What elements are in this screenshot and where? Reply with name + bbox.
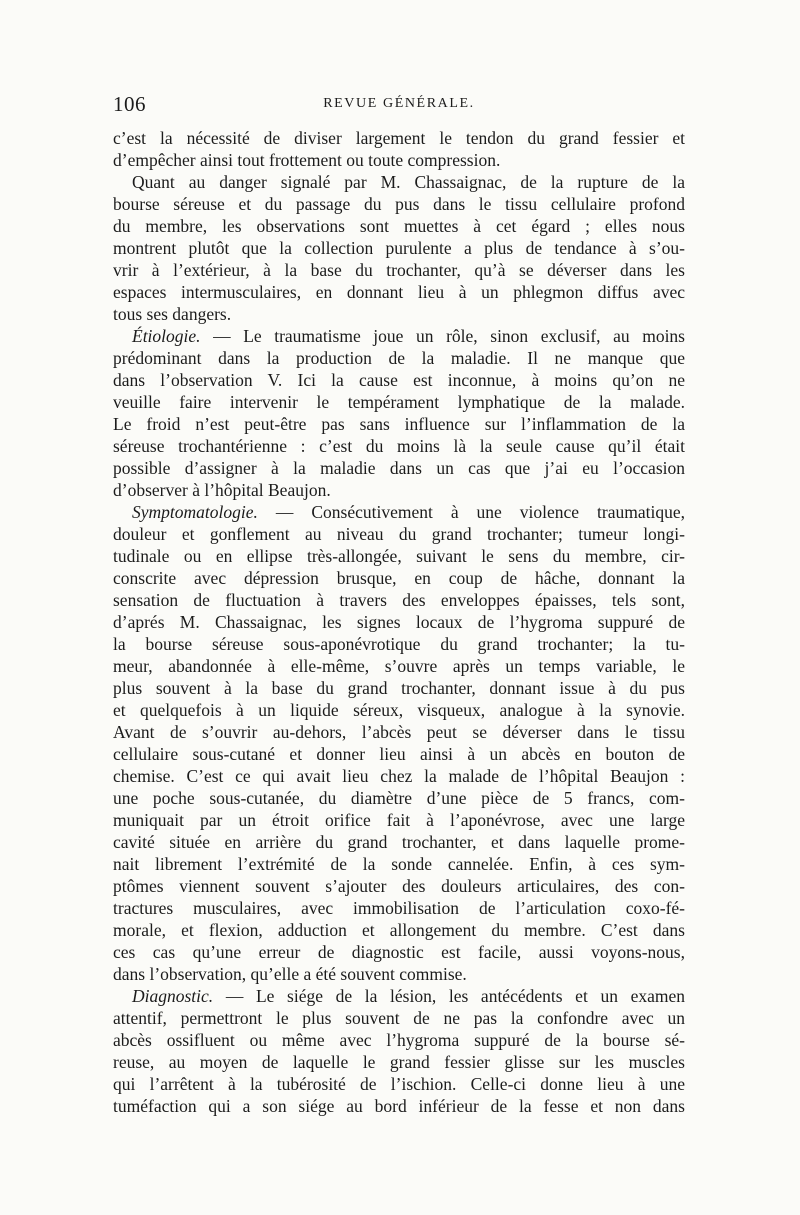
text-line: tractures musculaires, avec immobilisation de l’articulation coxo-fé- bbox=[113, 898, 685, 918]
section-heading-diagnostic: Diagnostic. bbox=[132, 986, 214, 1006]
text-line: cavité située en arrière du grand trochanter, et dans laquelle prome- bbox=[113, 832, 685, 852]
text-line: bourse séreuse et du passage du pus dans le tissu cellulaire profond bbox=[113, 194, 685, 214]
text-line: séreuse trochantérienne : c’est du moins là la seule cause qu’il était bbox=[113, 436, 685, 456]
text-line: c’est la nécessité de diviser largement le tendon du grand fessier et bbox=[113, 128, 685, 148]
text-line: Avant de s’ouvrir au-dehors, l’abcès peut se déverser dans le tissu bbox=[113, 722, 685, 742]
text-line: tuméfaction qui a son siége au bord inférieur de la fesse et non dans bbox=[113, 1096, 685, 1116]
text-line: attentif, permettront le plus souvent de ne pas la confondre avec un bbox=[113, 1008, 685, 1028]
text-line: d’observer à l’hôpital Beaujon. bbox=[113, 480, 331, 500]
section-diagnostic-line: Diagnostic. — Le siége de la lésion, les antécédents et un examen bbox=[132, 986, 685, 1006]
text-line: tous ses dangers. bbox=[113, 304, 232, 324]
text-line: et quelquefois à un liquide séreux, visqueux, analogue à la synovie. bbox=[113, 700, 685, 720]
text-line: d’empêcher ainsi tout frottement ou toute compression. bbox=[113, 150, 501, 170]
text-line: espaces intermusculaires, en donnant lieu à un phlegmon diffus avec bbox=[113, 282, 685, 302]
text-line: nait librement l’extrémité de la sonde cannelée. Enfin, à ces sym- bbox=[113, 854, 685, 874]
text-line: ces cas qu’une erreur de diagnostic est facile, aussi voyons-nous, bbox=[113, 942, 685, 962]
text-line: douleur et gonflement au niveau du grand trochanter; tumeur longi- bbox=[113, 524, 685, 544]
text-line: d’aprés M. Chassaignac, les signes locaux de l’hygroma suppuré de bbox=[113, 612, 685, 632]
section-heading-symptomatologie: Symptomatologie. bbox=[132, 502, 258, 522]
text-line: muniquait par un étroit orifice fait à l’aponévrose, avec une large bbox=[113, 810, 685, 830]
text-line: plus souvent à la base du grand trochanter, donnant issue à du pus bbox=[113, 678, 685, 698]
text-line: possible d’assigner à la maladie dans un cas que j’ai eu l’occasion bbox=[113, 458, 685, 478]
text-line: tudinale ou en ellipse très-allongée, suivant le sens du membre, cir- bbox=[113, 546, 685, 566]
text-line: morale, et flexion, adduction et allongement du membre. C’est dans bbox=[113, 920, 685, 940]
text-line: montrent plutôt que la collection purulente a plus de tendance à s’ou- bbox=[113, 238, 685, 258]
text-line: ptômes viennent souvent s’ajouter des douleurs articulaires, des con- bbox=[113, 876, 685, 896]
text-line: chemise. C’est ce qui avait lieu chez la malade de l’hôpital Beaujon : bbox=[113, 766, 685, 786]
text-line: conscrite avec dépression brusque, en coup de hâche, donnant la bbox=[113, 568, 685, 588]
text-line: reuse, au moyen de laquelle le grand fessier glisse sur les muscles bbox=[113, 1052, 685, 1072]
section-heading-etiologie: Étiologie. bbox=[132, 326, 201, 346]
text-line: du membre, les observations sont muettes à cet égard ; elles nous bbox=[113, 216, 685, 236]
text-line: meur, abandonnée à elle-même, s’ouvre après un temps variable, le bbox=[113, 656, 685, 676]
running-head: REVUE GÉNÉRALE. bbox=[323, 96, 475, 111]
text-line: dans l’observation, qu’elle a été souvent commise. bbox=[113, 964, 467, 984]
text-line: la bourse séreuse sous-aponévrotique du grand trochanter; la tu- bbox=[113, 634, 685, 654]
page-number: 106 bbox=[113, 92, 146, 116]
section-symptomatologie-line: Symptomatologie. — Consécutivement à une violence traumatique, bbox=[132, 502, 685, 522]
text-line: vrir à l’extérieur, à la base du trochanter, qu’à se déverser dans les bbox=[113, 260, 685, 280]
text-line: qui l’arrêtent à la tubérosité de l’ischion. Celle-ci donne lieu à une bbox=[113, 1074, 685, 1094]
text-line: Le froid n’est peut-être pas sans influence sur l’inflammation de la bbox=[113, 414, 685, 434]
paragraph-start-line: Quant au danger signalé par M. Chassaignac, de la rupture de la bbox=[132, 172, 685, 192]
text-line: prédominant dans la production de la maladie. Il ne manque que bbox=[113, 348, 685, 368]
text-line: veuille faire intervenir le tempérament lymphatique de la malade. bbox=[113, 392, 685, 412]
text-line: dans l’observation V. Ici la cause est inconnue, à moins qu’on ne bbox=[113, 370, 685, 390]
text-line: une poche sous-cutanée, du diamètre d’une pièce de 5 francs, com- bbox=[113, 788, 685, 808]
body-text bbox=[113, 127, 685, 1117]
section-etiologie-line: Étiologie. — Le traumatisme joue un rôle, sinon exclusif, au moins bbox=[132, 326, 685, 346]
text-line: cellulaire sous-cutané et donner lieu ainsi à un abcès en bouton de bbox=[113, 744, 685, 764]
page-header bbox=[113, 92, 685, 120]
text-line: sensation de fluctuation à travers des enveloppes épaisses, tels sont, bbox=[113, 590, 685, 610]
text-line: abcès ossifluent ou même avec l’hygroma suppuré de la bourse sé- bbox=[113, 1030, 685, 1050]
